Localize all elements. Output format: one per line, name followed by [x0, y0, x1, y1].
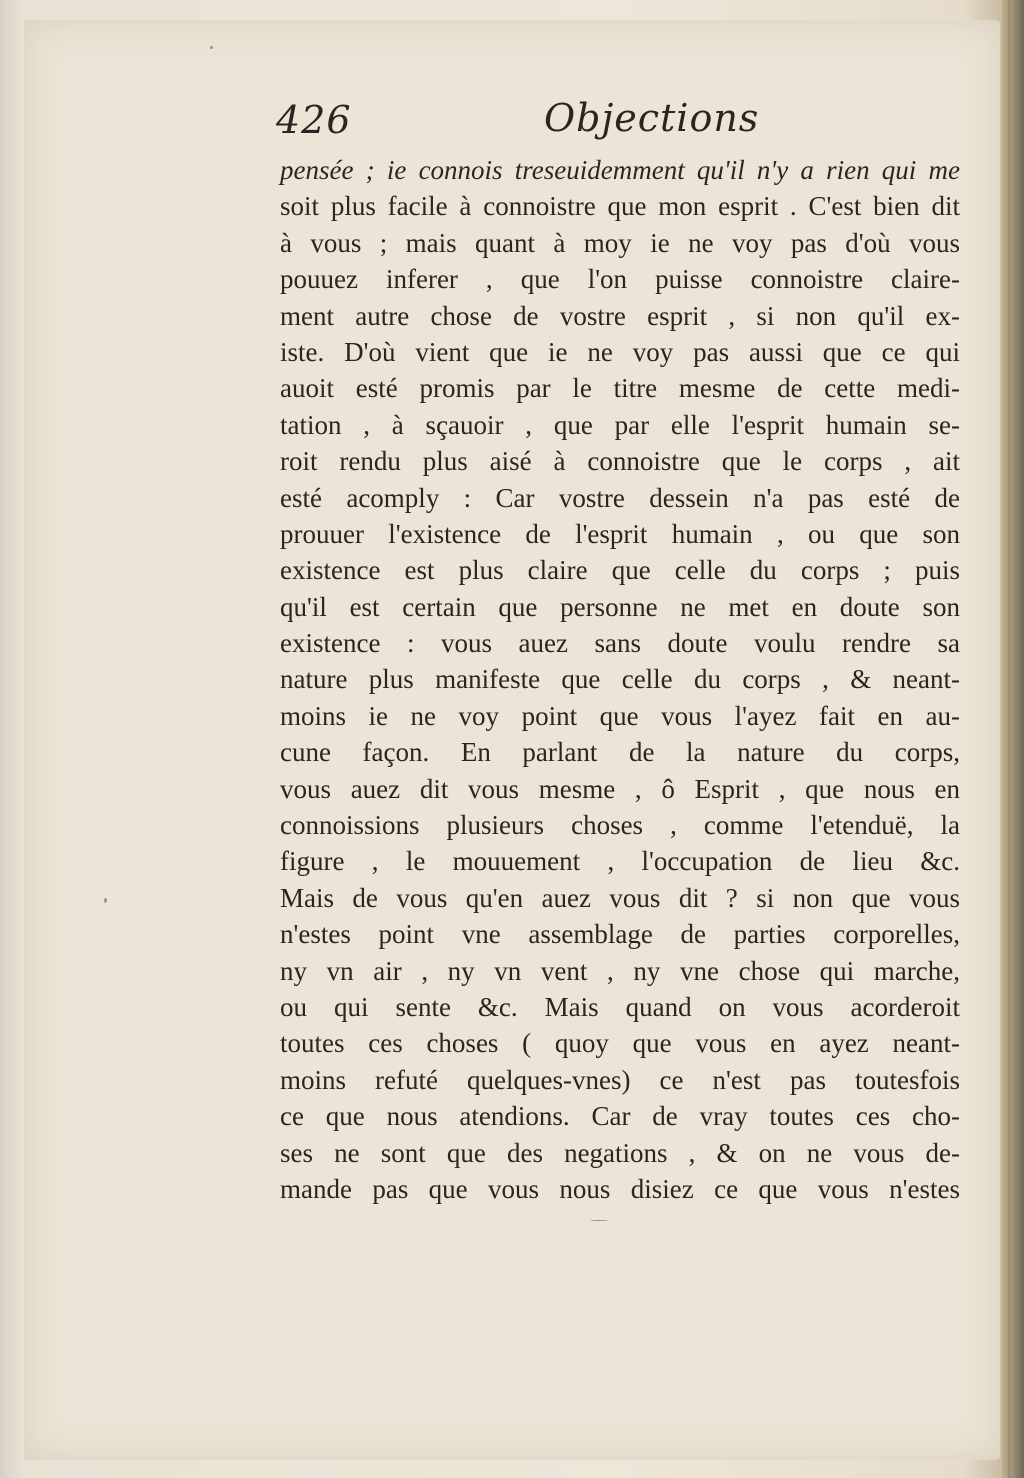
text-line: n'estes point vne assemblage de parties corporelles, — [280, 919, 960, 950]
text-line: cune façon. En parlant de la nature du corps, — [280, 737, 960, 768]
text-line: roit rendu plus aisé à connoistre que le corps , ait — [280, 446, 960, 477]
text-line: connoissions plusieurs choses , comme l'etenduë, la — [280, 810, 960, 841]
text-line: moins ie ne voy point que vous l'ayez fait en au- — [280, 700, 960, 731]
text-line: ou qui sente &c. Mais quand on vous acorderoit — [280, 991, 960, 1022]
text-line: existence est plus claire que celle du corps ; puis — [280, 555, 960, 586]
text-line: tation , à sçauoir , que par elle l'esprit humain se- — [280, 409, 960, 440]
text-line: esté acomply : Car vostre dessein n'a pas esté de — [280, 482, 960, 513]
text-line: vous auez dit vous mesme , ô Esprit , que nous en — [280, 773, 960, 804]
text-line: prouuer l'existence de l'esprit humain , ou que son — [280, 518, 960, 549]
text-line: toutes ces choses ( quoy que vous en ayez neant- — [280, 1028, 960, 1059]
text-line: Mais de vous qu'en auez vous dit ? si non que vous — [280, 882, 960, 913]
text-line: mande pas que vous nous disiez ce que vous n'estes — [280, 1173, 960, 1204]
paper-speck — [210, 46, 213, 49]
text-line: à vous ; mais quant à moy ie ne voy pas d'où vous — [280, 227, 960, 258]
text-line: nature plus manifeste que celle du corps , & neant- — [280, 664, 960, 695]
text-line: ses ne sont que des negations , & on ne vous de- — [280, 1137, 960, 1168]
paper-speck — [104, 898, 107, 903]
running-title: Objections — [544, 96, 760, 140]
text-line: iste. D'où vient que ie ne voy pas aussi que ce qui — [280, 336, 960, 367]
text-line: qu'il est certain que personne ne met en doute son — [280, 591, 960, 622]
text-line: ment autre chose de vostre esprit , si non qu'il ex- — [280, 300, 960, 331]
page-number: 426 — [276, 98, 352, 142]
text-line: ny vn air , ny vn vent , ny vne chose qui marche, — [280, 955, 960, 986]
text-line: moins refuté quelques-vnes) ce n'est pas toutesfois — [280, 1064, 960, 1095]
text-line: auoit esté promis par le titre mesme de cette medi- — [280, 373, 960, 404]
text-line: pouuez inferer , que l'on puisse connoistre claire- — [280, 264, 960, 295]
text-line: pensée ; ie connois treseuidemment qu'il n'y a rien qui me — [280, 155, 960, 185]
text-line: figure , le mouuement , l'occupation de lieu &c. — [280, 846, 960, 877]
body-text — [280, 152, 960, 1207]
text-line: ce que nous atendions. Car de vray toutes ces cho- — [280, 1101, 960, 1132]
book-binding-edge — [1002, 0, 1024, 1478]
text-line: soit plus facile à connoistre que mon esprit . C'est bien dit — [280, 191, 960, 222]
text-line: existence : vous auez sans doute voulu rendre sa — [280, 628, 960, 659]
paper-speck — [590, 1220, 608, 1221]
page-header — [276, 92, 966, 148]
